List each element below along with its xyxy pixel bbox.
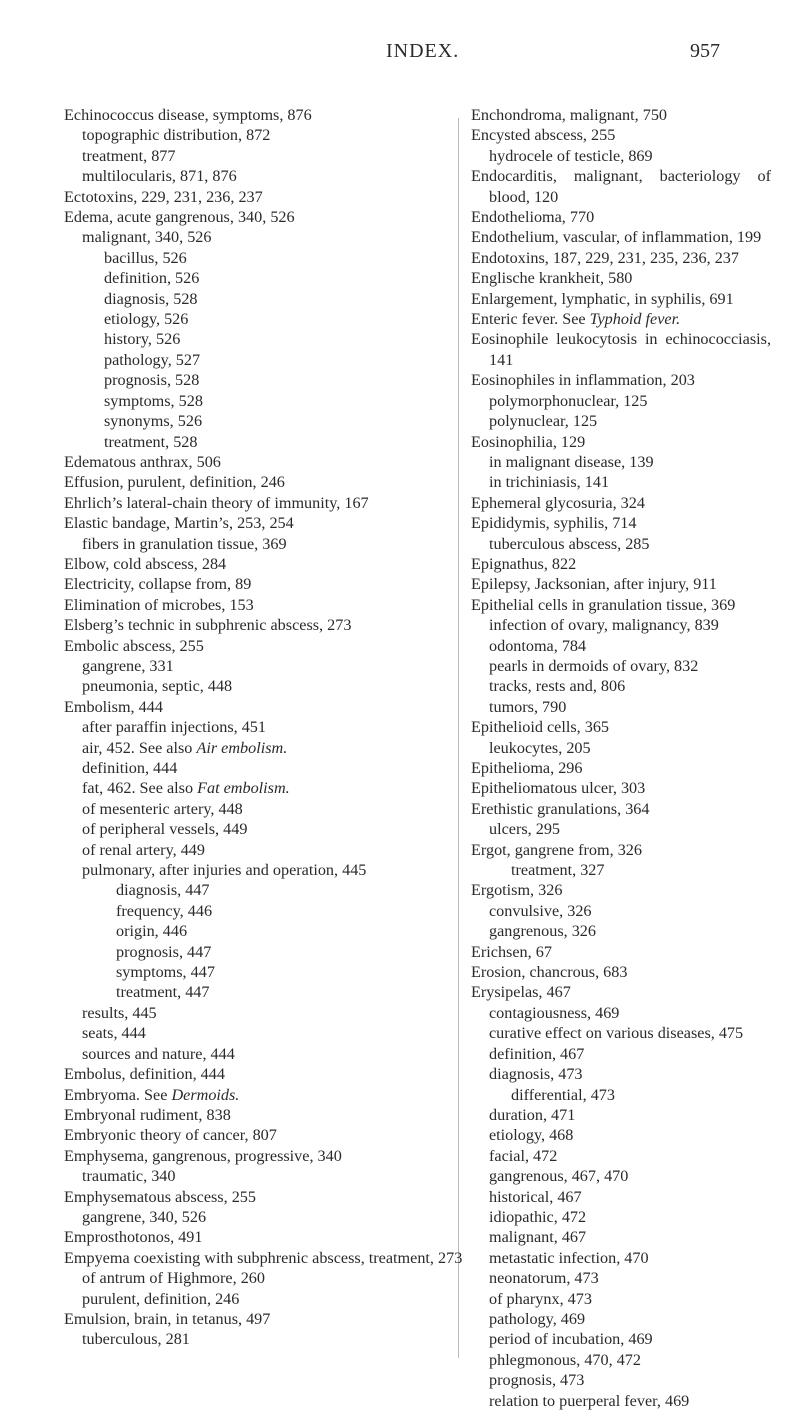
index-entry	[64, 1044, 464, 1064]
index-entry-text: of mesenteric artery, 448	[82, 799, 243, 818]
index-entry-text: duration, 471	[489, 1105, 576, 1124]
index-entry-text: etiology, 526	[104, 310, 189, 329]
index-entry-text: synonyms, 526	[104, 412, 203, 431]
index-entry-text: Eosinophilia, 129	[471, 432, 586, 451]
index-entry	[471, 309, 771, 329]
index-entry	[471, 615, 771, 635]
index-entry	[471, 432, 771, 452]
index-entry-text: of renal artery, 449	[82, 840, 205, 859]
index-entry	[471, 1309, 771, 1329]
index-entry-text: Ephemeral glycosuria, 324	[471, 493, 645, 512]
index-entry-text: multilocularis, 871, 876	[82, 167, 237, 186]
index-entry	[471, 513, 771, 533]
index-entry-text: period of incubation, 469	[489, 1330, 653, 1349]
index-entry	[471, 370, 771, 390]
index-entry-text: Elimination of microbes, 153	[64, 595, 254, 614]
index-entry-text: Epignathus, 822	[471, 554, 577, 573]
index-entry	[471, 411, 771, 431]
index-entry-text: origin, 446	[116, 922, 188, 941]
index-entry-text: fibers in granulation tissue, 369	[82, 534, 287, 553]
index-entry-text: diagnosis, 473	[489, 1065, 583, 1084]
index-entry-text: history, 526	[104, 330, 181, 349]
index-entry	[64, 758, 464, 778]
index-entry	[471, 880, 771, 900]
index-entry-text: Erosion, chancrous, 683	[471, 963, 628, 982]
index-entry-text: gangrene, 331	[82, 656, 174, 675]
index-entry-text: after paraffin injections, 451	[82, 718, 266, 737]
index-entry	[471, 819, 771, 839]
index-entry-text: Edema, acute gangrenous, 340, 526	[64, 208, 295, 227]
index-entry-text: treatment, 877	[82, 146, 176, 165]
index-entry	[64, 329, 464, 349]
index-entry-text: in malignant disease, 139	[489, 452, 654, 471]
index-entry-text: seats, 444	[82, 1024, 146, 1043]
index-entry	[64, 982, 464, 1002]
index-entry	[471, 636, 771, 656]
index-entry-text: symptoms, 447	[116, 963, 215, 982]
index-entry-text: Endotoxins, 187, 229, 231, 235, 236, 237	[471, 248, 739, 267]
index-entry-text: Eosinophiles in inflammation, 203	[471, 371, 695, 390]
index-entry	[471, 1146, 771, 1166]
index-entry	[64, 187, 464, 207]
index-entry-text: Epithelioid cells, 365	[471, 718, 610, 737]
index-entry	[64, 166, 464, 186]
index-entry	[471, 289, 771, 309]
index-entry	[64, 799, 464, 819]
index-entry	[64, 778, 464, 798]
index-entry	[471, 1064, 771, 1084]
index-entry-text: contagiousness, 469	[489, 1003, 620, 1022]
index-entry	[64, 738, 464, 758]
index-entry	[64, 370, 464, 390]
index-entry-text: sources and nature, 444	[82, 1044, 235, 1063]
index-entry-text: Epithelial cells in granulation tissue, 369	[471, 595, 736, 614]
index-entry	[471, 1085, 771, 1105]
index-entry-text: malignant, 467	[489, 1228, 587, 1247]
index-entry	[471, 1187, 771, 1207]
index-entry-text: results, 445	[82, 1003, 157, 1022]
index-entry	[471, 1370, 771, 1390]
index-entry-text: definition, 467	[489, 1044, 585, 1063]
cross-reference: Fat embolism.	[197, 779, 290, 798]
index-entry	[64, 819, 464, 839]
index-entry	[471, 982, 771, 1002]
index-entry-text: Erethistic granulations, 364	[471, 799, 650, 818]
index-entry	[64, 1064, 464, 1084]
index-entry	[471, 105, 771, 125]
index-entry-text: Embolus, definition, 444	[64, 1065, 225, 1084]
index-entry-text: topographic distribution, 872	[82, 126, 271, 145]
index-entry-text: gangrenous, 467, 470	[489, 1167, 629, 1186]
index-entry-text: Ectotoxins, 229, 231, 236, 237	[64, 187, 263, 206]
index-entry	[471, 227, 771, 247]
index-entry-text: treatment, 447	[116, 983, 210, 1002]
index-entry	[471, 1248, 771, 1268]
index-entry	[471, 1207, 771, 1227]
index-entry	[64, 860, 464, 880]
cross-reference: Air embolism.	[196, 738, 288, 757]
index-entry	[471, 717, 771, 737]
index-entry-text: idiopathic, 472	[489, 1207, 587, 1226]
index-entry-text: frequency, 446	[116, 901, 213, 920]
index-entry	[64, 452, 464, 472]
index-entry-text: Erysipelas, 467	[471, 983, 571, 1002]
index-entry-text: diagnosis, 528	[104, 289, 198, 308]
index-entry	[471, 1391, 771, 1411]
index-entry-text: Englische krankheit, 580	[471, 269, 633, 288]
index-entry	[471, 472, 771, 492]
index-entry-text: bacillus, 526	[104, 248, 187, 267]
index-entry	[64, 697, 464, 717]
index-entry	[64, 1146, 464, 1166]
index-entry-text: Enchondroma, malignant, 750	[471, 106, 668, 124]
index-entry-text: Empyema coexisting with subphrenic abscess, treatment, 273	[64, 1248, 463, 1267]
index-entry	[64, 1227, 464, 1247]
index-entry	[64, 1309, 464, 1329]
index-entry	[471, 391, 771, 411]
index-entry	[471, 799, 771, 819]
index-entry	[64, 146, 464, 166]
index-entry-text: air, 452. See also	[82, 738, 193, 757]
index-entry-text: Elastic bandage, Martin’s, 253, 254	[64, 514, 294, 533]
index-entry	[64, 901, 464, 921]
index-entry-text: diagnosis, 447	[116, 881, 210, 900]
index-entry	[64, 350, 464, 370]
index-entry	[64, 880, 464, 900]
index-entry	[471, 207, 771, 227]
index-entry-text: Endocarditis, malignant, bacteriology of blood, 120	[471, 167, 771, 206]
index-entry-text: Epididymis, syphilis, 714	[471, 514, 637, 533]
index-entry-text: etiology, 468	[489, 1126, 574, 1145]
index-entry-text: Electricity, collapse from, 89	[64, 575, 252, 594]
index-entry	[471, 942, 771, 962]
index-entry	[64, 595, 464, 615]
index-entry-text: fat, 462. See also	[82, 779, 194, 798]
index-entry	[471, 125, 771, 145]
index-entry-text: Effusion, purulent, definition, 246	[64, 473, 285, 492]
index-entry	[64, 227, 464, 247]
index-entry	[471, 534, 771, 554]
index-entry-text: tuberculous, 281	[82, 1330, 190, 1349]
index-entry	[471, 493, 771, 513]
index-entry-text: prognosis, 473	[489, 1371, 585, 1390]
index-entry	[471, 1268, 771, 1288]
index-entry-text: Endothelium, vascular, of inflammation, 199	[471, 228, 762, 247]
index-entry	[64, 432, 464, 452]
page-title: INDEX.	[386, 40, 460, 62]
index-entry-text: Emphysema, gangrenous, progressive, 340	[64, 1146, 342, 1165]
index-entry	[471, 1350, 771, 1370]
index-entry-text: Epithelioma, 296	[471, 759, 583, 777]
index-entry	[64, 391, 464, 411]
index-entry	[64, 125, 464, 145]
index-entry-text: of peripheral vessels, 449	[82, 820, 248, 839]
index-entry-text: Enteric fever. See	[471, 310, 586, 329]
index-entry-text: tracks, rests and, 806	[489, 677, 626, 696]
index-entry	[471, 554, 771, 574]
index-entry-text: treatment, 528	[104, 432, 198, 451]
index-entry	[64, 1289, 464, 1309]
index-entry-text: tuberculous abscess, 285	[489, 534, 650, 553]
index-entry-text: Epilepsy, Jacksonian, after injury, 911	[471, 575, 717, 594]
index-entry	[64, 676, 464, 696]
index-entry	[64, 1003, 464, 1023]
index-entry-text: Ergotism, 326	[471, 881, 563, 900]
index-entry	[64, 411, 464, 431]
index-entry-text: phlegmonous, 470, 472	[489, 1350, 641, 1369]
index-entry-text: pathology, 527	[104, 350, 201, 369]
index-entry-text: leukocytes, 205	[489, 738, 591, 757]
index-entry-text: hydrocele of testicle, 869	[489, 146, 653, 165]
index-entry	[471, 166, 771, 207]
cross-reference: Dermoids.	[171, 1085, 240, 1104]
index-entry	[471, 901, 771, 921]
index-entry	[64, 1248, 464, 1268]
index-entry-text: Elbow, cold abscess, 284	[64, 554, 227, 573]
index-entry-text: Emulsion, brain, in tetanus, 497	[64, 1309, 271, 1328]
index-entry-text: treatment, 327	[511, 861, 605, 880]
index-entry	[471, 860, 771, 880]
index-entry	[64, 289, 464, 309]
cross-reference: Typhoid fever.	[589, 310, 681, 329]
index-entry	[64, 309, 464, 329]
index-entry	[471, 268, 771, 288]
index-entry	[64, 534, 464, 554]
index-entry-text: convulsive, 326	[489, 901, 592, 920]
index-entry	[64, 105, 464, 125]
index-entry	[64, 207, 464, 227]
index-entry	[64, 1268, 464, 1288]
index-entry	[471, 146, 771, 166]
index-entry-text: neonatorum, 473	[489, 1269, 599, 1288]
index-entry-text: Epitheliomatous ulcer, 303	[471, 779, 646, 798]
page-header	[0, 40, 800, 70]
page-number: 957	[690, 40, 720, 62]
index-entry-text: Eosinophile leukocytosis in echinococciasis, 141	[471, 330, 771, 369]
index-entry	[64, 248, 464, 268]
index-entry	[64, 472, 464, 492]
index-entry-text: infection of ovary, malignancy, 839	[489, 616, 719, 635]
index-entry	[64, 1085, 464, 1105]
index-entry	[64, 554, 464, 574]
index-entry-text: Encysted abscess, 255	[471, 126, 616, 145]
index-entry-text: Emprosthotonos, 491	[64, 1228, 203, 1247]
index-entry-text: curative effect on various diseases, 475	[489, 1024, 744, 1043]
index-entry-text: prognosis, 447	[116, 942, 212, 961]
index-entry-text: gangrene, 340, 526	[82, 1207, 207, 1226]
index-entry-text: Embolism, 444	[64, 697, 163, 716]
index-entry	[64, 574, 464, 594]
index-entry	[471, 778, 771, 798]
index-entry	[471, 1125, 771, 1145]
index-entry-text: of antrum of Highmore, 260	[82, 1269, 265, 1288]
index-entry-text: traumatic, 340	[82, 1167, 176, 1186]
index-entry	[64, 493, 464, 513]
index-entry-text: Embryonic theory of cancer, 807	[64, 1126, 277, 1145]
index-entry	[471, 738, 771, 758]
index-entry	[471, 758, 771, 778]
index-entry-text: definition, 526	[104, 269, 200, 288]
index-entry-text: ulcers, 295	[489, 820, 561, 839]
index-entry	[64, 656, 464, 676]
index-entry	[471, 595, 771, 615]
index-entry-text: odontoma, 784	[489, 636, 587, 655]
index-entry-text: definition, 444	[82, 759, 178, 777]
index-entry-text: Endothelioma, 770	[471, 208, 595, 227]
index-entry-text: Embolic abscess, 255	[64, 636, 204, 655]
index-entry	[64, 1023, 464, 1043]
index-entry	[64, 1187, 464, 1207]
index-entry	[64, 268, 464, 288]
index-entry-text: historical, 467	[489, 1187, 582, 1206]
index-entry-text: relation to puerperal fever, 469	[489, 1391, 690, 1410]
index-entry-text: pulmonary, after injuries and operation, 445	[82, 861, 367, 880]
index-entry	[64, 962, 464, 982]
index-entry	[64, 1166, 464, 1186]
index-column-right	[471, 105, 771, 1411]
index-entry-text: Elsberg’s technic in subphrenic abscess, 273	[64, 616, 352, 635]
index-entry-text: polynuclear, 125	[489, 412, 598, 431]
index-entry	[471, 1105, 771, 1125]
index-entry-text: malignant, 340, 526	[82, 228, 212, 247]
index-entry-text: Emphysematous abscess, 255	[64, 1187, 256, 1206]
index-entry-text: Ergot, gangrene from, 326	[471, 840, 642, 859]
index-entry-text: tumors, 790	[489, 697, 567, 716]
index-entry	[471, 921, 771, 941]
index-entry-text: Edematous anthrax, 506	[64, 452, 221, 471]
index-entry-text: in trichiniasis, 141	[489, 473, 610, 492]
index-entry-text: metastatic infection, 470	[489, 1248, 649, 1267]
index-entry	[64, 840, 464, 860]
index-entry	[64, 717, 464, 737]
index-entry	[471, 1166, 771, 1186]
index-entry-text: Ehrlich’s lateral-chain theory of immunity, 167	[64, 493, 369, 512]
index-entry	[64, 1125, 464, 1145]
index-entry-text: pneumonia, septic, 448	[82, 677, 233, 696]
index-entry	[64, 615, 464, 635]
index-entry-text: Embryonal rudiment, 838	[64, 1105, 231, 1124]
index-entry	[471, 1044, 771, 1064]
index-entry	[471, 1023, 771, 1043]
index-entry	[471, 329, 771, 370]
index-entry	[471, 1289, 771, 1309]
index-entry-text: differential, 473	[511, 1085, 615, 1104]
index-entry-text: symptoms, 528	[104, 391, 203, 410]
index-entry-text: Embryoma. See	[64, 1085, 168, 1104]
index-entry	[64, 1105, 464, 1125]
index-entry-text: gangrenous, 326	[489, 922, 596, 941]
index-entry	[471, 1329, 771, 1349]
index-column-left	[64, 105, 464, 1350]
index-entry-text: facial, 472	[489, 1146, 558, 1165]
index-entry	[471, 840, 771, 860]
index-entry	[64, 942, 464, 962]
index-entry	[64, 1329, 464, 1349]
index-entry-text: purulent, definition, 246	[82, 1289, 240, 1308]
index-entry-text: pearls in dermoids of ovary, 832	[489, 656, 699, 675]
index-entry	[64, 1207, 464, 1227]
index-entry-text: Enlargement, lymphatic, in syphilis, 691	[471, 289, 734, 308]
index-entry-text: polymorphonuclear, 125	[489, 391, 648, 410]
index-entry-text: prognosis, 528	[104, 371, 200, 390]
index-entry	[64, 636, 464, 656]
index-entry	[471, 656, 771, 676]
index-entry	[471, 452, 771, 472]
index-entry-text: of pharynx, 473	[489, 1289, 592, 1308]
index-entry	[471, 1003, 771, 1023]
index-entry-text: Erichsen, 67	[471, 942, 552, 961]
index-entry-text: Echinococcus disease, symptoms, 876	[64, 106, 312, 124]
index-entry	[471, 248, 771, 268]
index-entry	[64, 921, 464, 941]
index-entry	[471, 697, 771, 717]
index-entry	[471, 1227, 771, 1247]
index-entry	[471, 962, 771, 982]
index-entry	[64, 513, 464, 533]
index-entry	[471, 574, 771, 594]
index-entry-text: pathology, 469	[489, 1309, 586, 1328]
index-entry	[471, 676, 771, 696]
